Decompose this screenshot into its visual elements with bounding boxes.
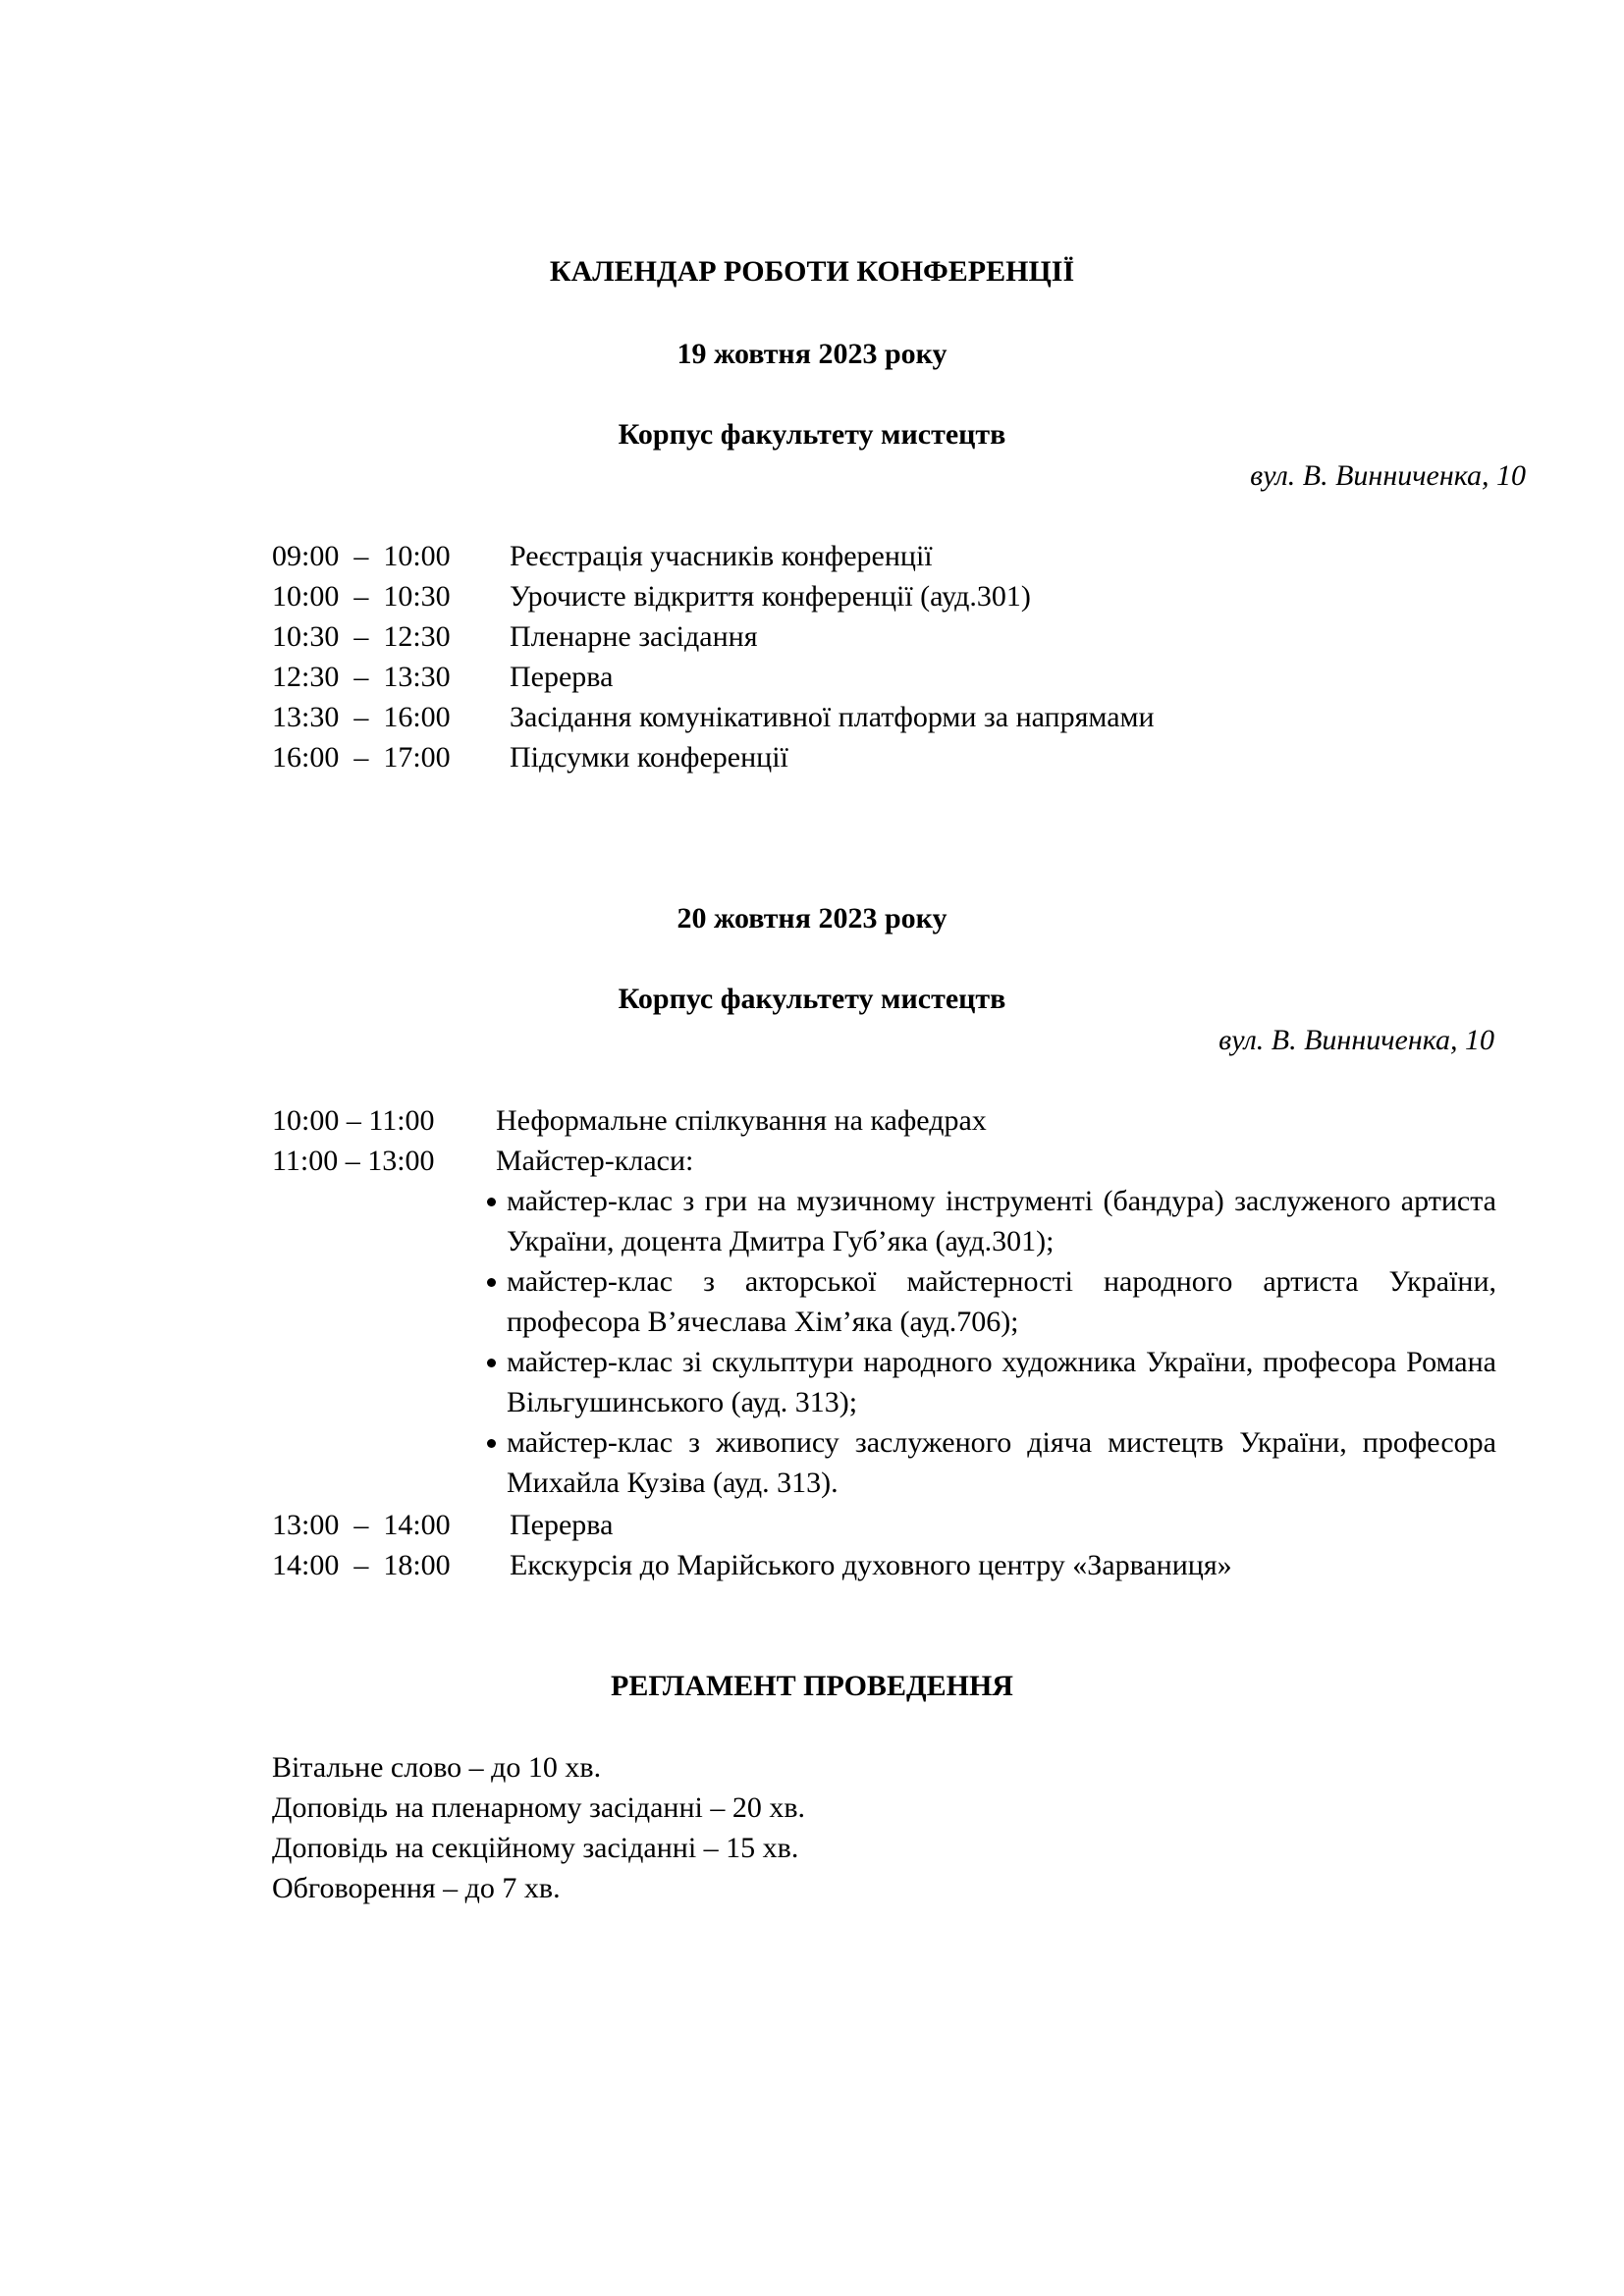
day1-address: вул. В. Винниченка, 10	[1250, 459, 1526, 492]
bullet-icon	[487, 1439, 496, 1448]
bullet-icon	[487, 1359, 496, 1367]
regulation-item: Доповідь на пленарному засіданні – 20 хв.	[272, 1791, 806, 1824]
masterclass-text: майстер-клас зі скульптури народного художника України, професора Романа Вільгушинського (ауд. 313);	[507, 1346, 1496, 1418]
day2-venue: Корпус факультету мистецтв	[618, 983, 1006, 1015]
day2-date: 20 жовтня 2023 року	[677, 902, 947, 934]
masterclass-text: майстер-клас з акторської майстерності народного артиста України, професора В’ячеслава Хім’яка (ауд.706);	[507, 1265, 1496, 1338]
schedule-event: Неформальне спілкування на кафедрах	[496, 1104, 987, 1137]
regulations-title: РЕГЛАМЕНТ ПРОВЕДЕННЯ	[611, 1670, 1013, 1702]
day1-venue: Корпус факультету мистецтв	[618, 418, 1006, 451]
list-item	[485, 1181, 1496, 1261]
list-item	[485, 1342, 1496, 1422]
list-item	[485, 1261, 1496, 1342]
document-title: КАЛЕНДАР РОБОТИ КОНФЕРЕНЦІЇ	[549, 255, 1075, 288]
schedule-event: Урочисте відкриття конференції (ауд.301)	[510, 580, 1031, 613]
regulation-item: Вітальне слово – до 10 хв.	[272, 1751, 602, 1784]
regulation-item: Обговорення – до 7 хв.	[272, 1872, 561, 1904]
schedule-event: Підсумки конференції	[510, 741, 788, 774]
schedule-time: 13:30 – 16:00	[272, 701, 451, 733]
schedule-event: Майстер-класи:	[496, 1145, 694, 1177]
masterclass-text: майстер-клас з живопису заслуженого діяча мистецтв України, професора Михайла Кузіва (ауд. 313).	[507, 1426, 1496, 1499]
schedule-event: Перерва	[510, 1509, 614, 1541]
schedule-time: 12:30 – 13:30	[272, 661, 451, 693]
list-item	[485, 1422, 1496, 1503]
schedule-time: 09:00 – 10:00	[272, 540, 451, 572]
schedule-time: 10:30 – 12:30	[272, 620, 451, 653]
schedule-time: 16:00 – 17:00	[272, 741, 451, 774]
schedule-event: Засідання комунікативної платформи за напрямами	[510, 701, 1155, 733]
bullet-icon	[487, 1198, 496, 1206]
regulation-item: Доповідь на секційному засіданні – 15 хв.	[272, 1832, 799, 1864]
schedule-event: Екскурсія до Марійського духовного центру «Зарваниця»	[510, 1549, 1232, 1581]
masterclass-list	[485, 1181, 1496, 1503]
schedule-event: Реєстрація учасників конференції	[510, 540, 933, 572]
schedule-time: 10:00 – 10:30	[272, 580, 451, 613]
schedule-time: 14:00 – 18:00	[272, 1549, 451, 1581]
bullet-icon	[487, 1278, 496, 1287]
masterclass-text: майстер-клас з гри на музичному інструменті (бандура) заслуженого артиста України, доцента Дмитра Губ’яка (ауд.301);	[507, 1185, 1496, 1257]
schedule-time: 10:00 – 11:00	[272, 1104, 435, 1137]
schedule-event: Перерва	[510, 661, 614, 693]
schedule-time: 11:00 – 13:00	[272, 1145, 435, 1177]
schedule-time: 13:00 – 14:00	[272, 1509, 451, 1541]
day2-address: вул. В. Винниченка, 10	[1218, 1024, 1494, 1056]
day1-date: 19 жовтня 2023 року	[677, 338, 947, 370]
schedule-event: Пленарне засідання	[510, 620, 758, 653]
